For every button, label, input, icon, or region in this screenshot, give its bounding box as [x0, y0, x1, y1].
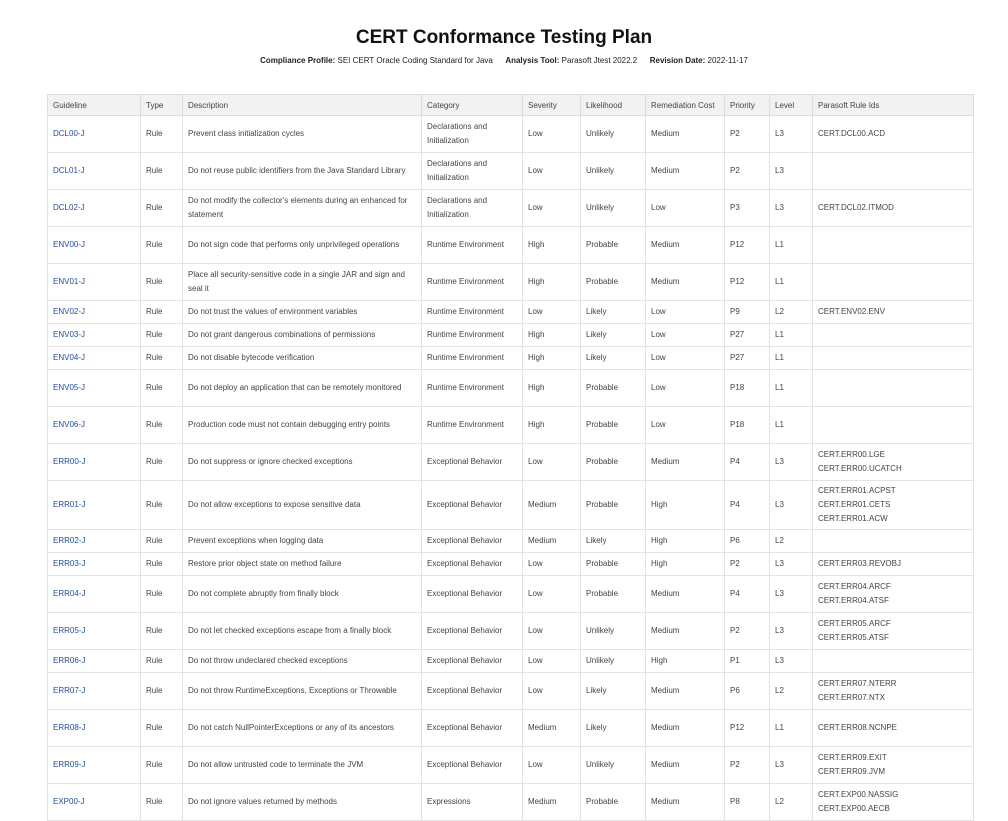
remediation-cost-cell: Low: [646, 370, 725, 407]
rule-id: CERT.DCL00.ACD: [818, 129, 885, 138]
severity-cell: Low: [523, 153, 581, 190]
rule-id: CERT.ERR07.NTX: [818, 693, 885, 702]
category-cell: Exceptional Behavior: [422, 747, 523, 784]
table-row: [48, 710, 974, 747]
parasoft-rules-cell: [813, 481, 974, 530]
likelihood-cell: Likely: [581, 673, 646, 710]
table-row: [48, 747, 974, 784]
level-cell: L1: [770, 370, 813, 407]
likelihood-cell: Unlikely: [581, 613, 646, 650]
description-cell: Do not sign code that performs only unprivileged operations: [183, 227, 422, 264]
column-header[interactable]: Severity: [523, 95, 581, 116]
severity-cell: High: [523, 227, 581, 264]
table-row: [48, 190, 974, 227]
likelihood-cell: Probable: [581, 407, 646, 444]
likelihood-cell: Likely: [581, 530, 646, 553]
column-header[interactable]: Parasoft Rule Ids: [813, 95, 974, 116]
parasoft-rules-cell: [813, 650, 974, 673]
remediation-cost-cell: High: [646, 650, 725, 673]
guideline-cell[interactable]: ERR03-J: [48, 553, 141, 576]
parasoft-rules-cell: [813, 227, 974, 264]
rule-id: CERT.ERR09.EXIT: [818, 753, 887, 762]
guideline-cell[interactable]: ERR01-J: [48, 481, 141, 530]
priority-cell: P9: [725, 301, 770, 324]
guideline-cell[interactable]: EXP00-J: [48, 784, 141, 821]
level-cell: L1: [770, 227, 813, 264]
rule-id: CERT.ERR05.ATSF: [818, 633, 889, 642]
description-cell: Do not allow untrusted code to terminate the JVM: [183, 747, 422, 784]
remediation-cost-cell: High: [646, 481, 725, 530]
guideline-cell[interactable]: ERR07-J: [48, 673, 141, 710]
level-cell: L1: [770, 407, 813, 444]
description-cell: Do not throw RuntimeExceptions, Exceptions or Throwable: [183, 673, 422, 710]
type-cell: Rule: [141, 264, 183, 301]
likelihood-cell: Probable: [581, 784, 646, 821]
column-header[interactable]: Category: [422, 95, 523, 116]
column-header[interactable]: Likelihood: [581, 95, 646, 116]
level-cell: L3: [770, 116, 813, 153]
level-cell: L3: [770, 190, 813, 227]
likelihood-cell: Unlikely: [581, 747, 646, 784]
severity-cell: Medium: [523, 710, 581, 747]
priority-cell: P4: [725, 481, 770, 530]
type-cell: Rule: [141, 227, 183, 264]
guideline-cell[interactable]: ERR02-J: [48, 530, 141, 553]
severity-cell: Low: [523, 116, 581, 153]
severity-cell: Low: [523, 673, 581, 710]
severity-cell: Low: [523, 190, 581, 227]
category-cell: Exceptional Behavior: [422, 710, 523, 747]
guideline-cell[interactable]: ERR04-J: [48, 576, 141, 613]
type-cell: Rule: [141, 530, 183, 553]
level-cell: L3: [770, 613, 813, 650]
parasoft-rules-cell: [813, 444, 974, 481]
parasoft-rules-cell: [813, 301, 974, 324]
table-row: [48, 784, 974, 821]
description-cell: Do not throw undeclared checked exceptions: [183, 650, 422, 673]
level-cell: L1: [770, 347, 813, 370]
priority-cell: P18: [725, 407, 770, 444]
parasoft-rules-cell: [813, 673, 974, 710]
category-cell: Exceptional Behavior: [422, 576, 523, 613]
category-cell: Declarations and Initialization: [422, 190, 523, 227]
description-cell: Do not ignore values returned by methods: [183, 784, 422, 821]
description-cell: Prevent class initialization cycles: [183, 116, 422, 153]
priority-cell: P3: [725, 190, 770, 227]
rule-id: CERT.ERR00.UCATCH: [818, 464, 902, 473]
remediation-cost-cell: Medium: [646, 673, 725, 710]
remediation-cost-cell: Low: [646, 324, 725, 347]
likelihood-cell: Probable: [581, 264, 646, 301]
level-cell: L2: [770, 301, 813, 324]
parasoft-rules-cell: [813, 153, 974, 190]
category-cell: Runtime Environment: [422, 264, 523, 301]
parasoft-rules-cell: [813, 710, 974, 747]
remediation-cost-cell: Low: [646, 301, 725, 324]
priority-cell: P12: [725, 227, 770, 264]
description-cell: Production code must not contain debugging entry points: [183, 407, 422, 444]
priority-cell: P2: [725, 747, 770, 784]
category-cell: Runtime Environment: [422, 301, 523, 324]
guideline-cell[interactable]: ENV02-J: [48, 301, 141, 324]
priority-cell: P4: [725, 576, 770, 613]
table-row: [48, 576, 974, 613]
description-cell: Do not complete abruptly from finally block: [183, 576, 422, 613]
page-title: CERT Conformance Testing Plan: [355, 27, 653, 48]
table-row: [48, 227, 974, 264]
type-cell: Rule: [141, 784, 183, 821]
level-cell: L3: [770, 747, 813, 784]
table-row: [48, 673, 974, 710]
category-cell: Expressions: [422, 784, 523, 821]
likelihood-cell: Unlikely: [581, 116, 646, 153]
priority-cell: P4: [725, 444, 770, 481]
type-cell: Rule: [141, 481, 183, 530]
conformance-table: [47, 94, 974, 821]
description-cell: Do not disable bytecode verification: [183, 347, 422, 370]
description-cell: Place all security-sensitive code in a single JAR and sign and seal it: [183, 264, 422, 301]
level-cell: L3: [770, 153, 813, 190]
level-cell: L3: [770, 481, 813, 530]
column-header[interactable]: Priority: [725, 95, 770, 116]
category-cell: Declarations and Initialization: [422, 116, 523, 153]
rule-id: CERT.ERR00.LGE: [818, 450, 885, 459]
priority-cell: P2: [725, 613, 770, 650]
severity-cell: High: [523, 370, 581, 407]
table-row: [48, 370, 974, 407]
severity-cell: Low: [523, 444, 581, 481]
level-cell: L2: [770, 784, 813, 821]
description-cell: Do not allow exceptions to expose sensitive data: [183, 481, 422, 530]
level-cell: L3: [770, 444, 813, 481]
category-cell: Exceptional Behavior: [422, 553, 523, 576]
remediation-cost-cell: Medium: [646, 227, 725, 264]
priority-cell: P27: [725, 347, 770, 370]
severity-cell: Medium: [523, 481, 581, 530]
likelihood-cell: Unlikely: [581, 650, 646, 673]
guideline-cell[interactable]: ERR08-J: [48, 710, 141, 747]
description-cell: Prevent exceptions when logging data: [183, 530, 422, 553]
category-cell: Exceptional Behavior: [422, 613, 523, 650]
remediation-cost-cell: Medium: [646, 613, 725, 650]
parasoft-rules-cell: [813, 553, 974, 576]
parasoft-rules-cell: [813, 407, 974, 444]
likelihood-cell: Probable: [581, 481, 646, 530]
table-row: [48, 553, 974, 576]
table-row: [48, 650, 974, 673]
profile-label: Compliance Profile:: [260, 56, 336, 65]
likelihood-cell: Unlikely: [581, 190, 646, 227]
remediation-cost-cell: Medium: [646, 264, 725, 301]
priority-cell: P2: [725, 153, 770, 190]
guideline-cell[interactable]: ERR00-J: [48, 444, 141, 481]
likelihood-cell: Probable: [581, 370, 646, 407]
tool-value: Parasoft Jtest 2022.2: [561, 56, 638, 65]
rule-id: CERT.ENV02.ENV: [818, 307, 885, 316]
remediation-cost-cell: Low: [646, 190, 725, 227]
level-cell: L2: [770, 673, 813, 710]
column-header[interactable]: Description: [183, 95, 422, 116]
rule-id: CERT.ERR01.ACW: [818, 514, 888, 523]
table-row: [48, 481, 974, 530]
description-cell: Do not deploy an application that can be remotely monitored: [183, 370, 422, 407]
parasoft-rules-cell: [813, 530, 974, 553]
description-cell: Do not reuse public identifiers from the Java Standard Library: [183, 153, 422, 190]
priority-cell: P12: [725, 710, 770, 747]
rule-id: CERT.ERR04.ATSF: [818, 596, 889, 605]
type-cell: Rule: [141, 153, 183, 190]
type-cell: Rule: [141, 444, 183, 481]
rule-id: CERT.ERR05.ARCF: [818, 619, 891, 628]
guideline-cell[interactable]: DCL02-J: [48, 190, 141, 227]
type-cell: Rule: [141, 673, 183, 710]
likelihood-cell: Unlikely: [581, 153, 646, 190]
category-cell: Exceptional Behavior: [422, 444, 523, 481]
category-cell: Declarations and Initialization: [422, 153, 523, 190]
level-cell: L2: [770, 530, 813, 553]
category-cell: Runtime Environment: [422, 370, 523, 407]
table-row: [48, 530, 974, 553]
severity-cell: Medium: [523, 784, 581, 821]
remediation-cost-cell: Medium: [646, 444, 725, 481]
rule-id: CERT.DCL02.ITMOD: [818, 203, 894, 212]
guideline-cell[interactable]: ENV01-J: [48, 264, 141, 301]
category-cell: Exceptional Behavior: [422, 673, 523, 710]
parasoft-rules-cell: [813, 116, 974, 153]
type-cell: Rule: [141, 347, 183, 370]
priority-cell: P8: [725, 784, 770, 821]
guideline-cell[interactable]: DCL00-J: [48, 116, 141, 153]
remediation-cost-cell: High: [646, 530, 725, 553]
date-label: Revision Date:: [649, 56, 706, 65]
type-cell: Rule: [141, 116, 183, 153]
severity-cell: High: [523, 264, 581, 301]
likelihood-cell: Probable: [581, 576, 646, 613]
column-header[interactable]: Level: [770, 95, 813, 116]
rule-id: CERT.ERR04.ARCF: [818, 582, 891, 591]
column-header[interactable]: Type: [141, 95, 183, 116]
remediation-cost-cell: Medium: [646, 747, 725, 784]
rule-id: CERT.ERR09.JVM: [818, 767, 885, 776]
type-cell: Rule: [141, 324, 183, 347]
table-row: [48, 407, 974, 444]
parasoft-rules-cell: [813, 264, 974, 301]
tool-label: Analysis Tool:: [505, 56, 560, 65]
rule-id: CERT.ERR03.REVOBJ: [818, 559, 901, 568]
severity-cell: Low: [523, 576, 581, 613]
description-cell: Do not grant dangerous combinations of permissions: [183, 324, 422, 347]
guideline-cell[interactable]: ENV05-J: [48, 370, 141, 407]
date-value: 2022-11-17: [707, 56, 748, 65]
likelihood-cell: Likely: [581, 347, 646, 370]
parasoft-rules-cell: [813, 370, 974, 407]
remediation-cost-cell: Medium: [646, 576, 725, 613]
rule-id: CERT.EXP00.AECB: [818, 804, 890, 813]
level-cell: L3: [770, 650, 813, 673]
severity-cell: Low: [523, 613, 581, 650]
table-row: [48, 301, 974, 324]
remediation-cost-cell: Medium: [646, 153, 725, 190]
likelihood-cell: Probable: [581, 227, 646, 264]
parasoft-rules-cell: [813, 347, 974, 370]
category-cell: Runtime Environment: [422, 407, 523, 444]
level-cell: L1: [770, 264, 813, 301]
column-header[interactable]: Guideline: [48, 95, 141, 116]
priority-cell: P2: [725, 116, 770, 153]
description-cell: Do not modify the collector's elements during an enhanced for statement: [183, 190, 422, 227]
profile-value: SEI CERT Oracle Coding Standard for Java: [337, 56, 493, 65]
description-cell: Do not catch NullPointerExceptions or any of its ancestors: [183, 710, 422, 747]
category-cell: Exceptional Behavior: [422, 530, 523, 553]
guideline-cell[interactable]: ENV00-J: [48, 227, 141, 264]
level-cell: L1: [770, 710, 813, 747]
remediation-cost-cell: Medium: [646, 116, 725, 153]
table-row: [48, 153, 974, 190]
remediation-cost-cell: Medium: [646, 710, 725, 747]
parasoft-rules-cell: [813, 576, 974, 613]
table-row: [48, 347, 974, 370]
type-cell: Rule: [141, 553, 183, 576]
description-cell: Do not trust the values of environment variables: [183, 301, 422, 324]
table-row: [48, 264, 974, 301]
table-row: [48, 324, 974, 347]
priority-cell: P6: [725, 530, 770, 553]
rule-id: CERT.EXP00.NASSIG: [818, 790, 899, 799]
likelihood-cell: Likely: [581, 301, 646, 324]
severity-cell: Low: [523, 301, 581, 324]
type-cell: Rule: [141, 710, 183, 747]
priority-cell: P2: [725, 553, 770, 576]
priority-cell: P6: [725, 673, 770, 710]
table-row: [48, 613, 974, 650]
table-header-row: [48, 95, 974, 116]
priority-cell: P12: [725, 264, 770, 301]
type-cell: Rule: [141, 650, 183, 673]
parasoft-rules-cell: [813, 747, 974, 784]
remediation-cost-cell: High: [646, 553, 725, 576]
likelihood-cell: Likely: [581, 710, 646, 747]
type-cell: Rule: [141, 301, 183, 324]
likelihood-cell: Probable: [581, 553, 646, 576]
parasoft-rules-cell: [813, 190, 974, 227]
severity-cell: Low: [523, 650, 581, 673]
type-cell: Rule: [141, 190, 183, 227]
severity-cell: Medium: [523, 530, 581, 553]
description-cell: Restore prior object state on method failure: [183, 553, 422, 576]
severity-cell: High: [523, 347, 581, 370]
type-cell: Rule: [141, 407, 183, 444]
table-body: [48, 116, 974, 821]
document-meta: [0, 55, 1008, 67]
remediation-cost-cell: Medium: [646, 784, 725, 821]
description-cell: Do not suppress or ignore checked exceptions: [183, 444, 422, 481]
rule-id: CERT.ERR01.ACPST: [818, 486, 896, 495]
rule-id: CERT.ERR01.CETS: [818, 500, 891, 509]
guideline-cell[interactable]: ERR06-J: [48, 650, 141, 673]
category-cell: Exceptional Behavior: [422, 481, 523, 530]
category-cell: Runtime Environment: [422, 347, 523, 370]
priority-cell: P1: [725, 650, 770, 673]
category-cell: Exceptional Behavior: [422, 650, 523, 673]
table-row: [48, 444, 974, 481]
guideline-cell[interactable]: ERR05-J: [48, 613, 141, 650]
type-cell: Rule: [141, 747, 183, 784]
parasoft-rules-cell: [813, 784, 974, 821]
remediation-cost-cell: Low: [646, 347, 725, 370]
level-cell: L3: [770, 576, 813, 613]
priority-cell: P27: [725, 324, 770, 347]
level-cell: L1: [770, 324, 813, 347]
level-cell: L3: [770, 553, 813, 576]
severity-cell: High: [523, 407, 581, 444]
severity-cell: Low: [523, 553, 581, 576]
type-cell: Rule: [141, 370, 183, 407]
rule-id: CERT.ERR07.NTERR: [818, 679, 897, 688]
guideline-cell[interactable]: ENV06-J: [48, 407, 141, 444]
guideline-cell[interactable]: ENV04-J: [48, 347, 141, 370]
likelihood-cell: Likely: [581, 324, 646, 347]
guideline-cell[interactable]: DCL01-J: [48, 153, 141, 190]
likelihood-cell: Probable: [581, 444, 646, 481]
type-cell: Rule: [141, 613, 183, 650]
parasoft-rules-cell: [813, 613, 974, 650]
guideline-cell[interactable]: ENV03-J: [48, 324, 141, 347]
severity-cell: Low: [523, 747, 581, 784]
category-cell: Runtime Environment: [422, 227, 523, 264]
table-row: [48, 116, 974, 153]
description-cell: Do not let checked exceptions escape from a finally block: [183, 613, 422, 650]
remediation-cost-cell: Low: [646, 407, 725, 444]
rule-id: CERT.ERR08.NCNPE: [818, 723, 897, 732]
parasoft-rules-cell: [813, 324, 974, 347]
category-cell: Runtime Environment: [422, 324, 523, 347]
type-cell: Rule: [141, 576, 183, 613]
guideline-cell[interactable]: ERR09-J: [48, 747, 141, 784]
column-header[interactable]: Remediation Cost: [646, 95, 725, 116]
priority-cell: P18: [725, 370, 770, 407]
severity-cell: High: [523, 324, 581, 347]
